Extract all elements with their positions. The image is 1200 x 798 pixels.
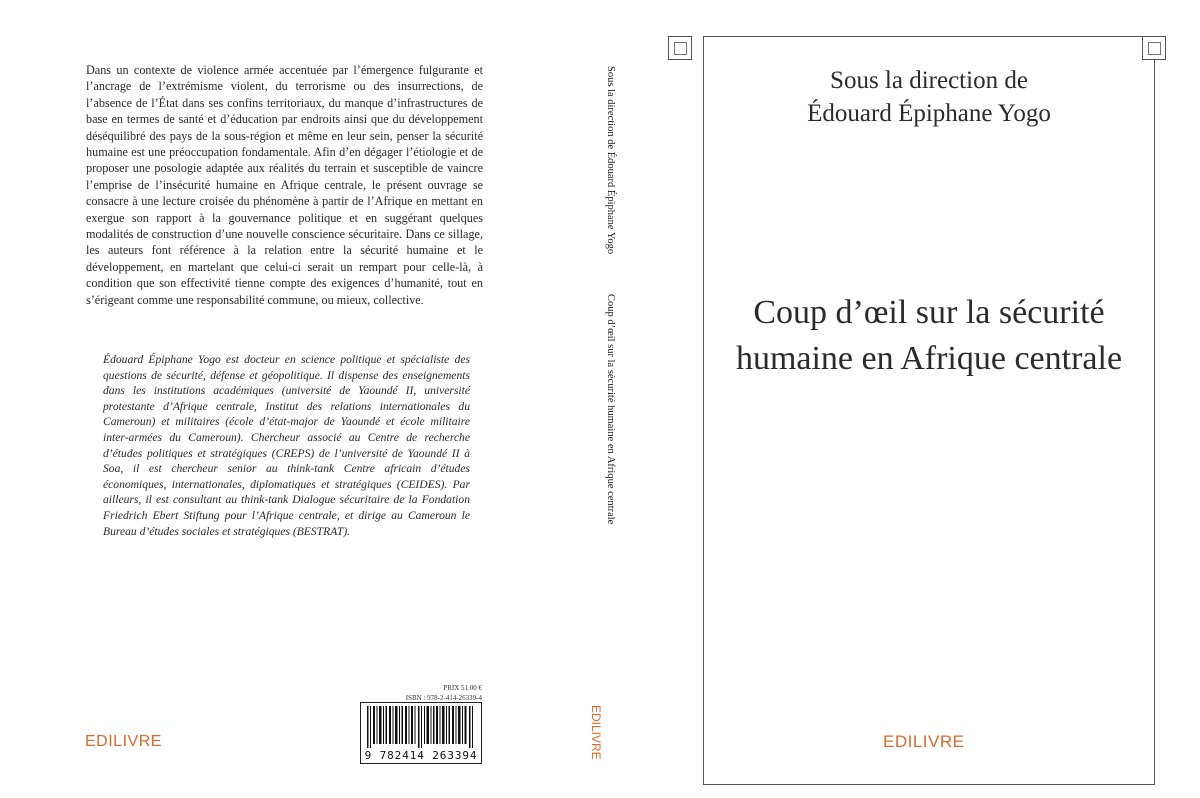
publisher-logo-spine: EDILIVRE <box>589 705 603 760</box>
frame-corner-ornament <box>1142 36 1166 60</box>
spine-title: Coup d’œil sur la sécurité humaine en Afrique centrale <box>605 294 616 525</box>
publisher-logo-front: EDILIVRE <box>883 732 965 751</box>
author-biography: Édouard Épiphane Yogo est docteur en science politique et spécialiste des questions de sécurité, défense et géopolitique. Il dispense des enseignements dans les institutions académiques (université de Yaoundé II, université protestante d’Afrique centrale, Institut des relations internationales du Cameroun) et militaires (école d’état-major de Yaoundé et école militaire inter-armées du Cameroun). Chercheur associé au Centre de recherche d’études politiques et stratégiques (CREPS) de l’université de Yaoundé II à Soa, il est chercheur senior au think-tank Centre africain d’études économiques, internationales, diplomatiques et stratégiques (CEIDES). Par ailleurs, il est consultant au think-tank Dialogue sécuritaire de la Fondation Friedrich Ebert Stiftung pour l’Afrique centrale, et dirige au Cameroun le Bureau d’études sociales et stratégiques (BESTRAT). <box>103 353 470 538</box>
price-isbn-block <box>360 683 482 703</box>
price-label: PRIX 51.00 € <box>443 684 482 692</box>
front-cover-author <box>703 64 1155 130</box>
author-line-2: Édouard Épiphane Yogo <box>807 100 1051 127</box>
frame-corner-ornament <box>668 36 692 60</box>
title-line-2: humaine en Afrique centrale <box>735 340 1123 377</box>
publisher-logo-back: EDILIVRE <box>85 733 162 750</box>
spine-author: Sous la direction de Édouard Épiphane Yogo <box>605 66 616 255</box>
author-line-1: Sous la direction de <box>830 67 1028 94</box>
barcode-bars <box>365 706 477 748</box>
book-title <box>690 290 1168 382</box>
isbn-label: ISBN : 978-2-414-26339-4 <box>405 694 482 702</box>
barcode <box>360 702 482 764</box>
title-line-1: Coup d’œil sur la sécurité <box>753 294 1105 331</box>
front-cover-frame <box>703 36 1155 785</box>
back-cover-summary: Dans un contexte de violence armée accentuée par l’émergence fulgurante et l’ancrage de l’extrémisme violent, du terrorisme ou des insurrections, de l’absence de l’État dans ses confins territoriaux, du manque d’infrastructures de base en termes de santé et d’éducation par endroits ainsi que du développement déséquilibré des pays de la sous-région et même en leur sein, penser la sécurité humaine est une préoccupation fondamentale. Afin d’en dégager l’étiologie et de proposer une posologie adaptée aux réalités du terrain et susceptible de vaincre l’emprise de l’insécurité humaine en Afrique centrale, le présent ouvrage se consacre à une lecture croisée du phénomène à partir de l’Afrique en mettant en exergue son rapport à la gouvernance politique et en suggérant quelques modalités de construction d’une nouvelle conscience sécuritaire. Dans ce sillage, les auteurs font référence à la relation entre la sécurité humaine et le développement, en martelant que celui-ci serait un rempart pour celle-là, à condition que son effectivité tienne compte des exigences d’humanité, tout en s’érigeant comme une responsabilité commune, ou mieux, collective. <box>86 63 483 307</box>
barcode-digits: 9 782414 263394 <box>364 749 478 762</box>
